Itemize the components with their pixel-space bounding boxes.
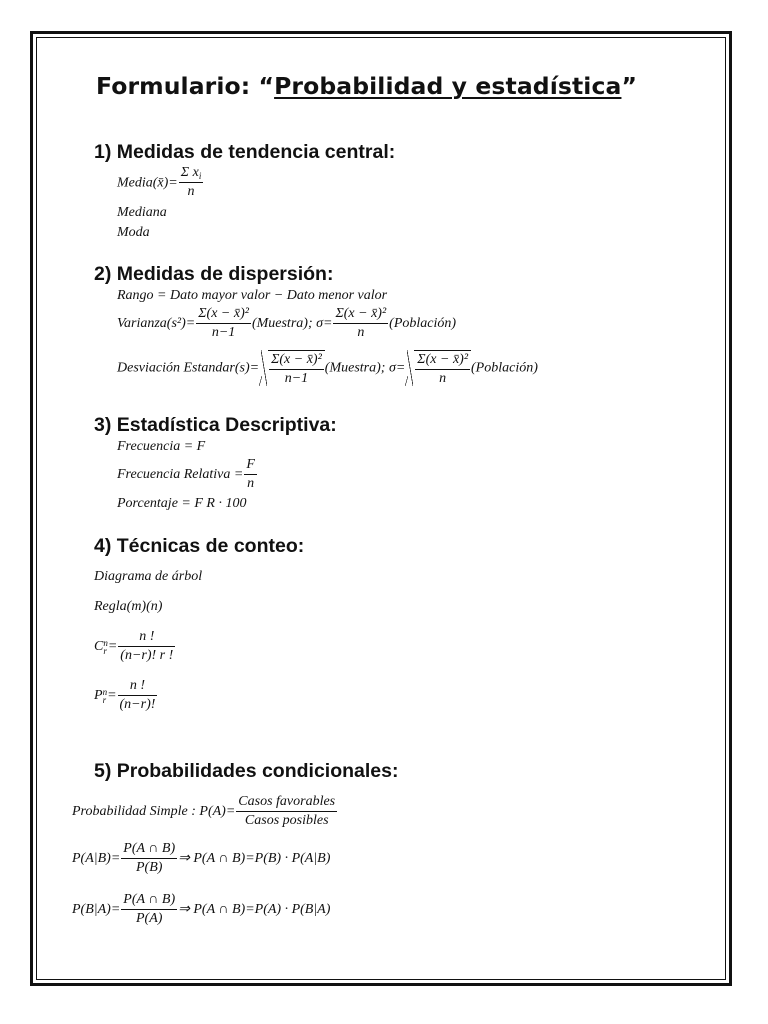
formula-media: Media(x̄)= $\frac{\Sigma x_i}{n}$ <box>117 165 202 200</box>
section-5-heading: 5) Probabilidades condicionales: <box>94 760 399 782</box>
formula-permutacion: P n r = $\frac{n !}{(n-r)!}$ <box>94 678 156 712</box>
formula-desviacion: Desviación Estandar(s)= $\frac{\text{Σ(x − x̄)²}}{n-1}$ (Muestra); σ= $\frac{\text{Σ(x − x̄)²}}{n}$ (Población) <box>117 352 538 386</box>
formula-combinacion: C n r = $\frac{n !}{(n-r)! r !}$ <box>94 629 174 663</box>
section-4-heading: 4) Técnicas de conteo: <box>94 535 305 557</box>
formula-condicional-b-dado-a: P(B|A)= $\frac{P(A \cap B)}{P(A)}$ ⇒ P(A ∩ B)=P(A) · P(B|A) <box>72 892 331 926</box>
formula-porcentaje: Porcentaje = F R · 100 <box>117 496 247 511</box>
formula-condicional-a-dado-b: P(A|B)= $\frac{P(A \cap B)}{P(B)}$ ⇒ P(A ∩ B)=P(B) · P(A|B) <box>72 841 331 875</box>
formula-probabilidad-simple: Probabilidad Simple : P(A)= $\frac{\text{Casos favorables}}{\text{Casos posibles}}$ <box>72 794 336 828</box>
diagrama-de-arbol: Diagrama de árbol <box>94 569 203 584</box>
formula-frecuencia: Frecuencia = F <box>117 439 206 454</box>
section-1-heading: 1) Medidas de tendencia central: <box>94 141 396 163</box>
formula-regla: Regla(m)(n) <box>94 599 163 614</box>
section-3-heading: 3) Estadística Descriptiva: <box>94 414 337 436</box>
document-title: Formulario: “Probabilidad y estadística” <box>96 72 637 100</box>
formula-varianza: Varianza(s²)= $\frac{\text{Σ(x − x̄)²}}{n-1}$ (Muestra); σ= $\frac{\text{Σ(x − x̄)²}}{n}$ (Población) <box>117 306 457 340</box>
formula-rango: Rango = Dato mayor valor − Dato menor valor <box>117 288 388 303</box>
formula-frecuencia-relativa: Frecuencia Relativa = $\frac{F}{n}$ <box>117 457 255 491</box>
moda-label: Moda <box>117 225 150 240</box>
mediana-label: Mediana <box>117 205 167 220</box>
section-2-heading: 2) Medidas de dispersión: <box>94 263 334 285</box>
